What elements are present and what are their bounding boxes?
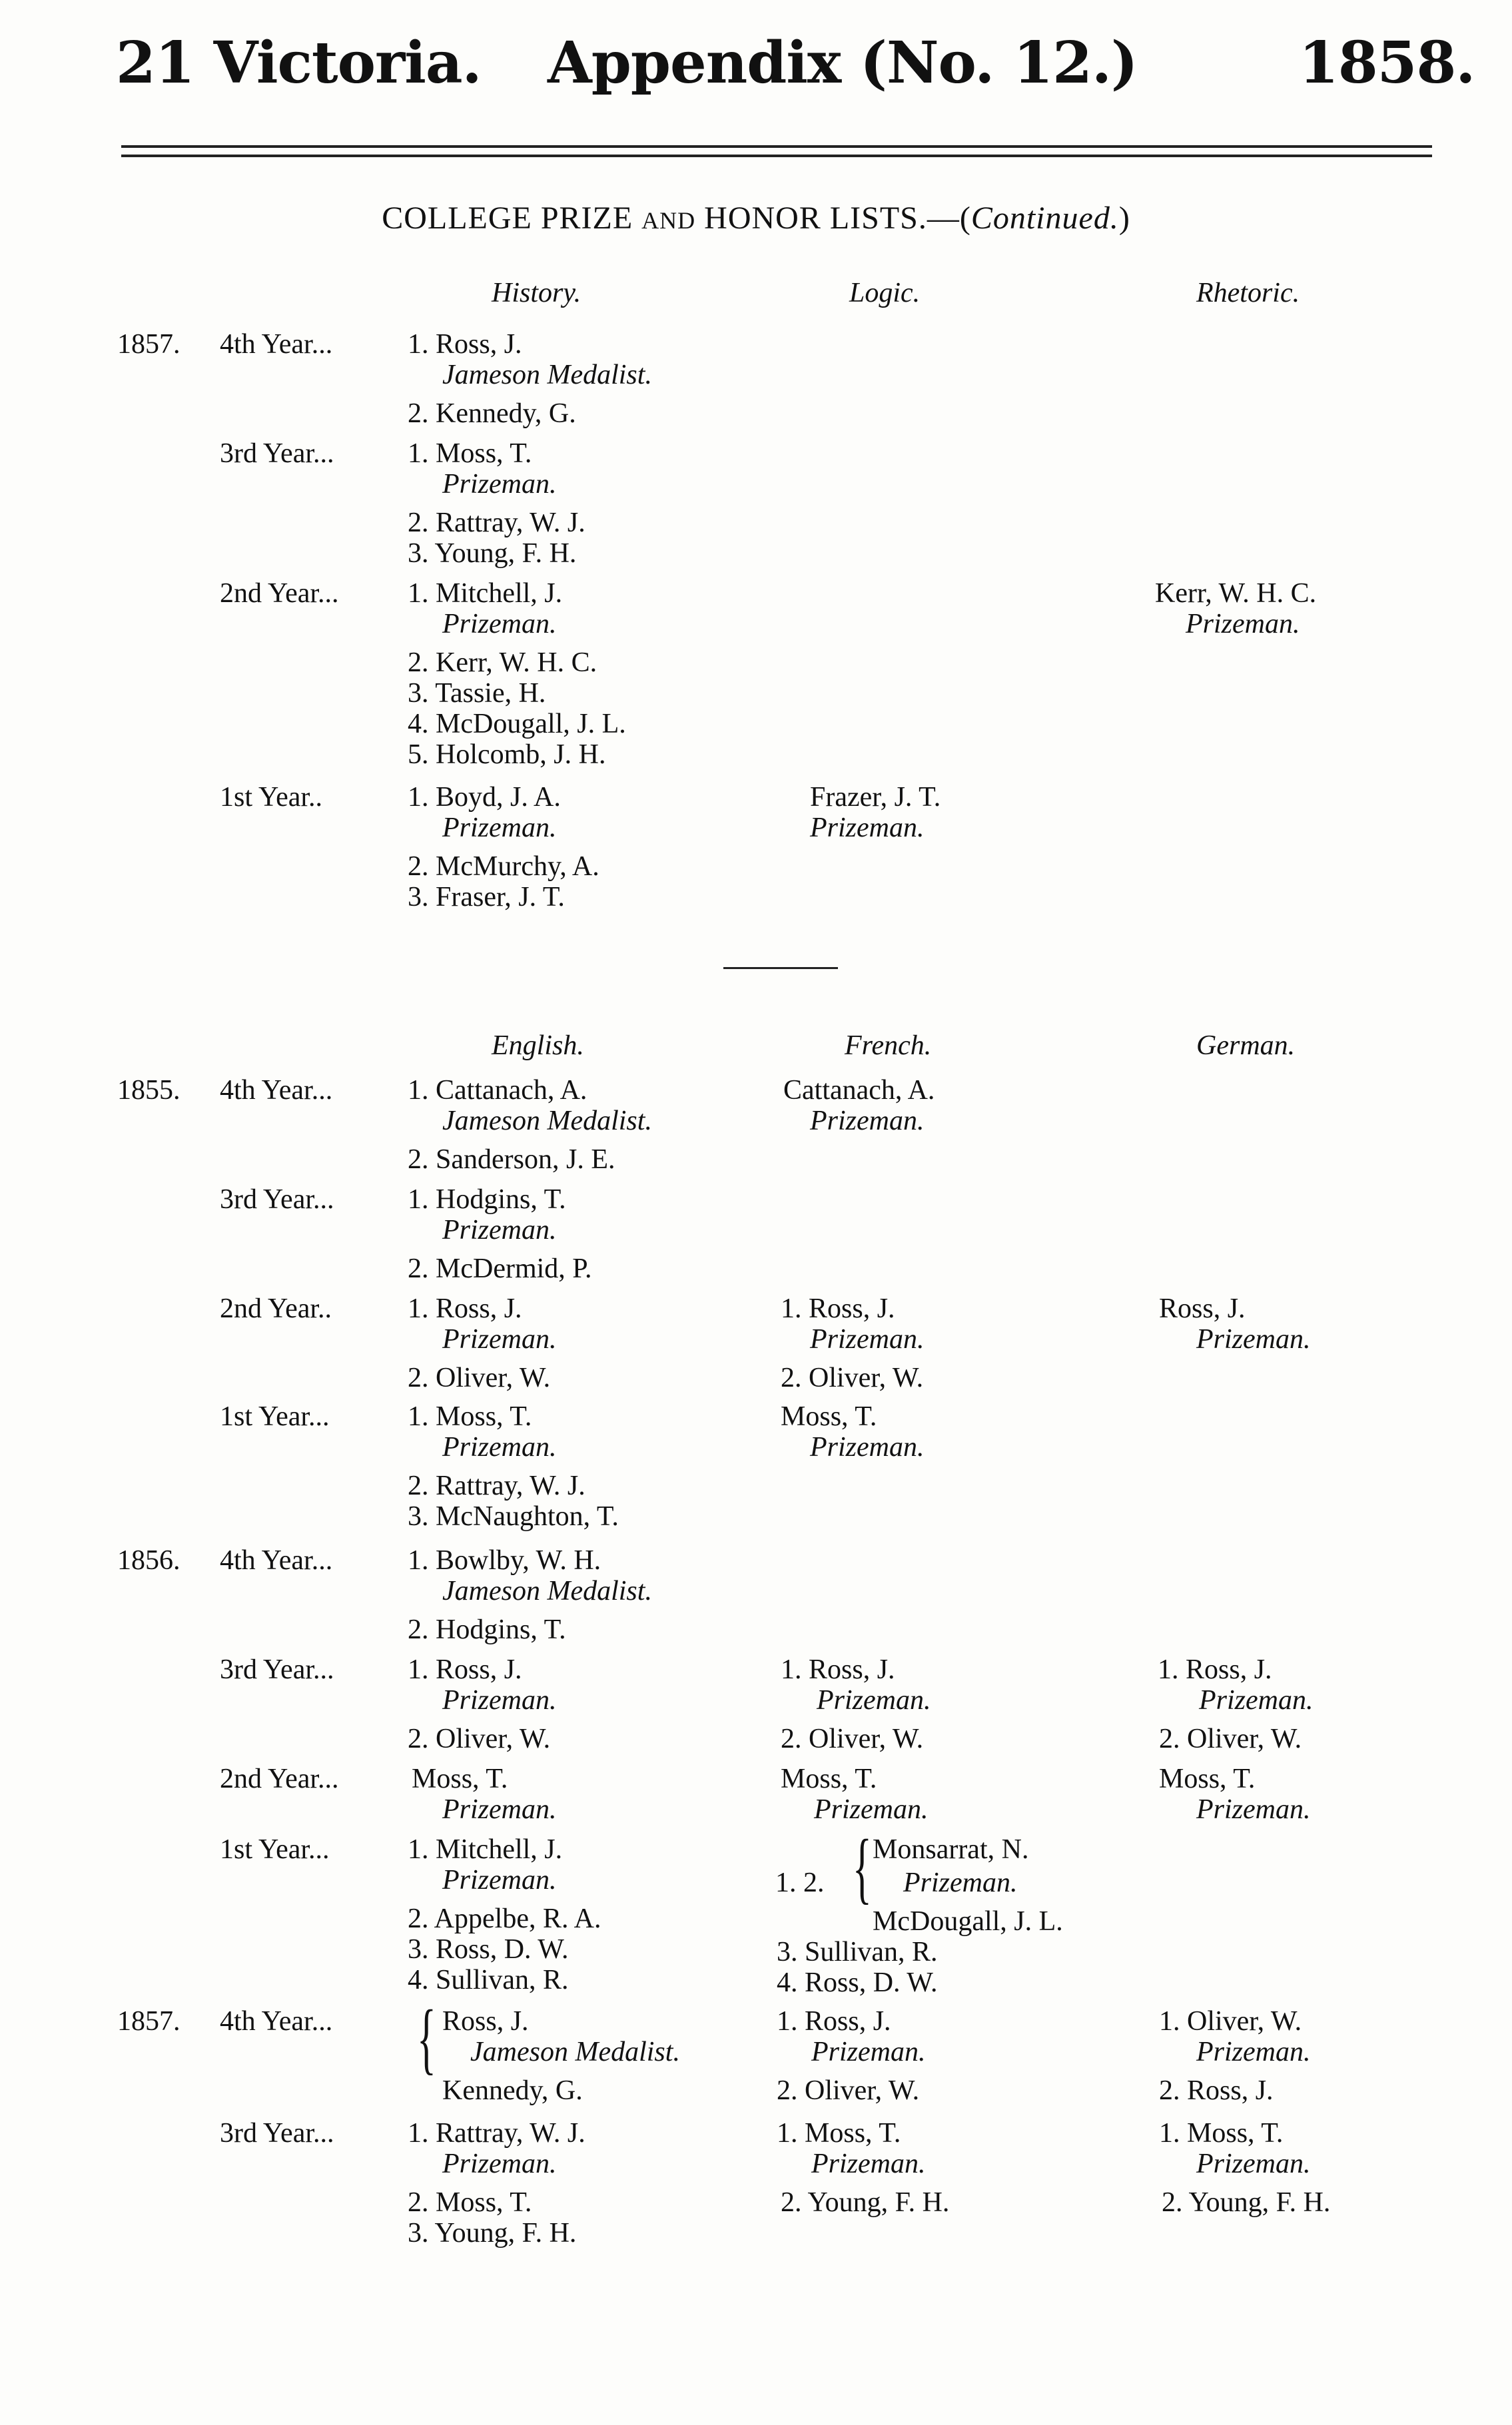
year-level: 4th Year...: [220, 1545, 333, 1576]
year-1856: 1856.: [117, 1545, 181, 1576]
year-level: 3rd Year...: [220, 438, 334, 469]
list-item: 1. Moss, T.: [408, 438, 532, 469]
list-item: McDougall, J. L.: [873, 1906, 1063, 1937]
list-item: 2. Young, F. H.: [1162, 2187, 1331, 2218]
list-item: 1. Moss, T.: [1159, 2118, 1284, 2149]
list-item: 5. Holcomb, J. H.: [408, 739, 606, 770]
list-item: Monsarrat, N.: [873, 1834, 1029, 1865]
year-level: 1st Year..: [220, 782, 323, 813]
list-item: 2. Kerr, W. H. C.: [408, 647, 597, 678]
list-item: 4. Ross, D. W.: [777, 1967, 938, 1998]
list-item: 2. Oliver, W.: [408, 1363, 551, 1393]
list-item: 1. Mitchell, J.: [408, 578, 563, 609]
header-rule-bottom: [121, 155, 1432, 157]
col-head-history: History.: [492, 278, 581, 308]
award-note: Prizeman.: [442, 1432, 557, 1463]
list-item: 1. Boyd, J. A.: [408, 782, 561, 813]
year-level: 1st Year...: [220, 1401, 330, 1432]
year-level: 2nd Year..: [220, 1293, 332, 1324]
list-item: 2. Hodgins, T.: [408, 1614, 566, 1645]
col-head-english: English.: [492, 1030, 584, 1061]
list-item: 2. Moss, T.: [408, 2187, 532, 2218]
list-item: 2. Oliver, W.: [408, 1724, 551, 1754]
award-note: Jameson Medalist.: [442, 1576, 652, 1606]
col-head-logic: Logic.: [849, 278, 921, 308]
brace-icon: {: [417, 1993, 436, 2082]
award-note: Prizeman.: [442, 1794, 557, 1825]
list-item: 2. Kennedy, G.: [408, 398, 576, 429]
list-item: Kennedy, G.: [442, 2075, 583, 2106]
list-item: 2. Young, F. H.: [781, 2187, 950, 2218]
list-item: 2. Oliver, W.: [777, 2075, 920, 2106]
list-item: 2. Ross, J.: [1159, 2075, 1274, 2106]
list-item: Moss, T.: [781, 1401, 877, 1432]
year-1857-b: 1857.: [117, 2006, 181, 2037]
list-item: 3. Young, F. H.: [408, 2218, 577, 2249]
award-note: Prizeman.: [810, 1324, 925, 1355]
header-right: 1858.: [1299, 29, 1475, 97]
award-note: Prizeman.: [814, 1794, 929, 1825]
col-head-french: French.: [845, 1030, 932, 1061]
award-note: Prizeman.: [442, 469, 557, 500]
year-level: 2nd Year...: [220, 1764, 339, 1794]
award-note: Prizeman.: [1196, 1794, 1311, 1825]
list-item: Cattanach, A.: [783, 1075, 935, 1106]
award-note: Jameson Medalist.: [442, 1106, 652, 1136]
list-item: Ross, J.: [442, 2006, 529, 2037]
page-title: COLLEGE PRIZE AND HONOR LISTS.—(Continued.): [382, 200, 1130, 236]
list-item: 4. McDougall, J. L.: [408, 709, 626, 739]
year-level: 4th Year...: [220, 329, 333, 360]
award-note: Prizeman.: [810, 813, 925, 843]
list-item: 1. Ross, J.: [781, 1654, 895, 1685]
list-item: Moss, T.: [412, 1764, 508, 1794]
award-note: Prizeman.: [442, 1685, 557, 1716]
year-level: 2nd Year...: [220, 578, 339, 609]
list-item: 1. Ross, J.: [408, 1654, 522, 1685]
list-item: 3. Sullivan, R.: [777, 1937, 938, 1967]
award-note: Prizeman.: [1196, 1324, 1311, 1355]
list-item: 2. Oliver, W.: [1159, 1724, 1302, 1754]
award-note: Prizeman.: [810, 1106, 925, 1136]
list-item: 1. Ross, J.: [408, 1293, 522, 1324]
list-item: 1. Mitchell, J.: [408, 1834, 563, 1865]
section-divider: [723, 967, 838, 969]
year-level: 1st Year...: [220, 1834, 330, 1865]
award-note: Prizeman.: [442, 2149, 557, 2179]
award-note: Prizeman.: [810, 1432, 925, 1463]
list-item: 2. Oliver, W.: [781, 1363, 924, 1393]
list-item: 1. Ross, J.: [408, 329, 522, 360]
list-item: 1. Ross, J.: [777, 2006, 891, 2037]
award-note: Jameson Medalist.: [442, 360, 652, 390]
award-note: Prizeman.: [903, 1868, 1018, 1898]
header-rule-top: [121, 145, 1432, 148]
list-item: 3. Fraser, J. T.: [408, 882, 565, 912]
list-item: Kerr, W. H. C.: [1155, 578, 1317, 609]
award-note: Prizeman.: [442, 1215, 557, 1245]
year-level: 3rd Year...: [220, 2118, 334, 2149]
list-item: 1. Cattanach, A.: [408, 1075, 587, 1106]
list-item: 3. McNaughton, T.: [408, 1501, 619, 1532]
list-item: Moss, T.: [781, 1764, 877, 1794]
award-note: Prizeman.: [811, 2037, 926, 2067]
list-item: 3. Ross, D. W.: [408, 1934, 569, 1965]
list-item: 1. Moss, T.: [777, 2118, 901, 2149]
list-item: 1. Bowlby, W. H.: [408, 1545, 601, 1576]
year-level: 4th Year...: [220, 2006, 333, 2037]
list-item: 1. Hodgins, T.: [408, 1184, 566, 1215]
list-item: Moss, T.: [1159, 1764, 1256, 1794]
award-note: Prizeman.: [1196, 2149, 1311, 2179]
list-item: 1. Oliver, W.: [1159, 2006, 1302, 2037]
list-item: 1. Ross, J.: [781, 1293, 895, 1324]
list-item: 2. McDermid, P.: [408, 1253, 592, 1284]
award-note: Prizeman.: [442, 1865, 557, 1896]
year-level: 4th Year...: [220, 1075, 333, 1106]
list-item: 3. Tassie, H.: [408, 678, 546, 709]
year-level: 3rd Year...: [220, 1654, 334, 1685]
award-note: Prizeman.: [1186, 609, 1300, 639]
list-item: 1. Rattray, W. J.: [408, 2118, 585, 2149]
list-item: 2. Sanderson, J. E.: [408, 1144, 615, 1175]
header-left: 21 Victoria.: [116, 29, 482, 97]
year-level: 3rd Year...: [220, 1184, 334, 1215]
col-head-rhetoric: Rhetoric.: [1196, 278, 1300, 308]
list-item: 1. 2.: [775, 1868, 825, 1898]
award-note: Prizeman.: [1199, 1685, 1314, 1716]
list-item: 2. Appelbe, R. A.: [408, 1904, 601, 1934]
award-note: Prizeman.: [442, 1324, 557, 1355]
col-head-german: German.: [1196, 1030, 1296, 1061]
list-item: 4. Sullivan, R.: [408, 1965, 569, 1995]
year-1855: 1855.: [117, 1075, 181, 1106]
list-item: Frazer, J. T.: [810, 782, 941, 813]
list-item: 2. Rattray, W. J.: [408, 508, 585, 538]
award-note: Prizeman.: [817, 1685, 931, 1716]
award-note: Prizeman.: [1196, 2037, 1311, 2067]
award-note: Prizeman.: [442, 813, 557, 843]
list-item: 1. Moss, T.: [408, 1401, 532, 1432]
award-note: Prizeman.: [811, 2149, 926, 2179]
brace-icon: {: [853, 1823, 872, 1911]
header-center: Appendix (No. 12.): [548, 29, 1138, 97]
list-item: 2. Oliver, W.: [781, 1724, 924, 1754]
list-item: 1. Ross, J.: [1158, 1654, 1272, 1685]
award-note: Prizeman.: [442, 609, 557, 639]
list-item: Ross, J.: [1159, 1293, 1246, 1324]
year-1857-a: 1857.: [117, 329, 181, 360]
list-item: 2. McMurchy, A.: [408, 851, 599, 882]
award-note: Jameson Medalist.: [470, 2037, 680, 2067]
list-item: 2. Rattray, W. J.: [408, 1471, 585, 1501]
list-item: 3. Young, F. H.: [408, 538, 577, 569]
